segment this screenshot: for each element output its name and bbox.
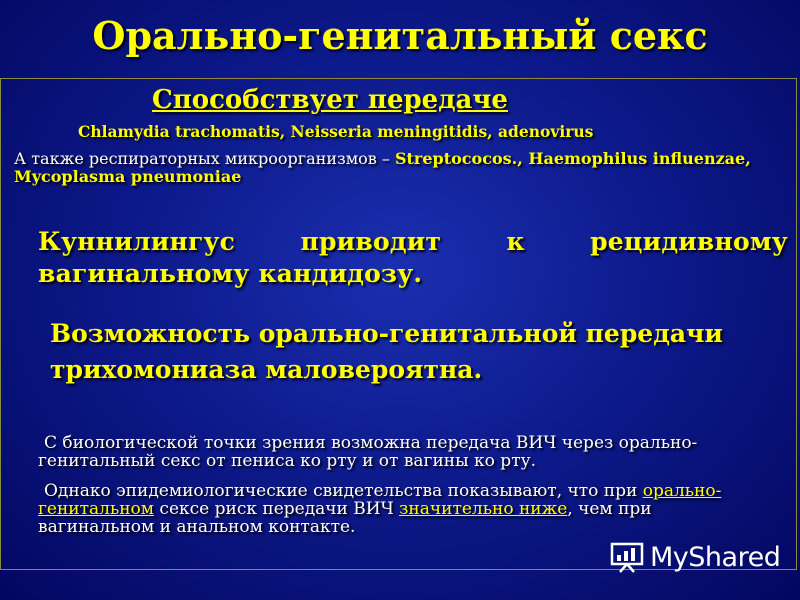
hiv-biological-paragraph bbox=[38, 434, 758, 470]
hiv-epi-text-3: , чем при вагинальном и анальном контакте. bbox=[38, 499, 652, 537]
presentation-board-icon bbox=[610, 541, 644, 573]
cunnilingus-statement: Куннилингус приводит к рецидивному вагинальному кандидозу. bbox=[38, 227, 788, 288]
slide-title: Орально-генитальный секс bbox=[92, 13, 708, 58]
hiv-epi-highlight-much-lower: значительно ниже bbox=[399, 499, 568, 519]
myshared-watermark bbox=[610, 540, 780, 574]
respiratory-paragraph bbox=[14, 150, 784, 186]
watermark-text: MyShared bbox=[650, 541, 781, 573]
respiratory-names: Streptococos., Haemophilus influenzae, Mycoplasma pneumoniae bbox=[14, 149, 751, 186]
subtitle: Способствует передаче bbox=[152, 85, 508, 115]
hiv-biological-text: С биологической точки зрения возможна передача ВИЧ через орально-генитальный секс от пениса ко рту и от вагины ко рту. bbox=[38, 433, 698, 471]
hiv-epi-text-2: сексе риск передачи ВИЧ bbox=[154, 499, 400, 519]
hiv-epi-highlight-oral-genital: орально-генитальном bbox=[38, 481, 722, 519]
hiv-epi-text-1: Однако эпидемиологические свидетельства показывают, что при bbox=[44, 481, 643, 501]
pathogen-list: Chlamydia trachomatis, Neisseria meningitidis, adenovirus bbox=[78, 122, 594, 141]
trichomoniasis-statement: Возможность орально-генитальной передачи трихомониаза маловероятна. bbox=[50, 319, 723, 384]
hiv-epidemiology-paragraph bbox=[38, 482, 758, 536]
respiratory-prefix: А также респираторных микроорганизмов – bbox=[14, 149, 395, 168]
